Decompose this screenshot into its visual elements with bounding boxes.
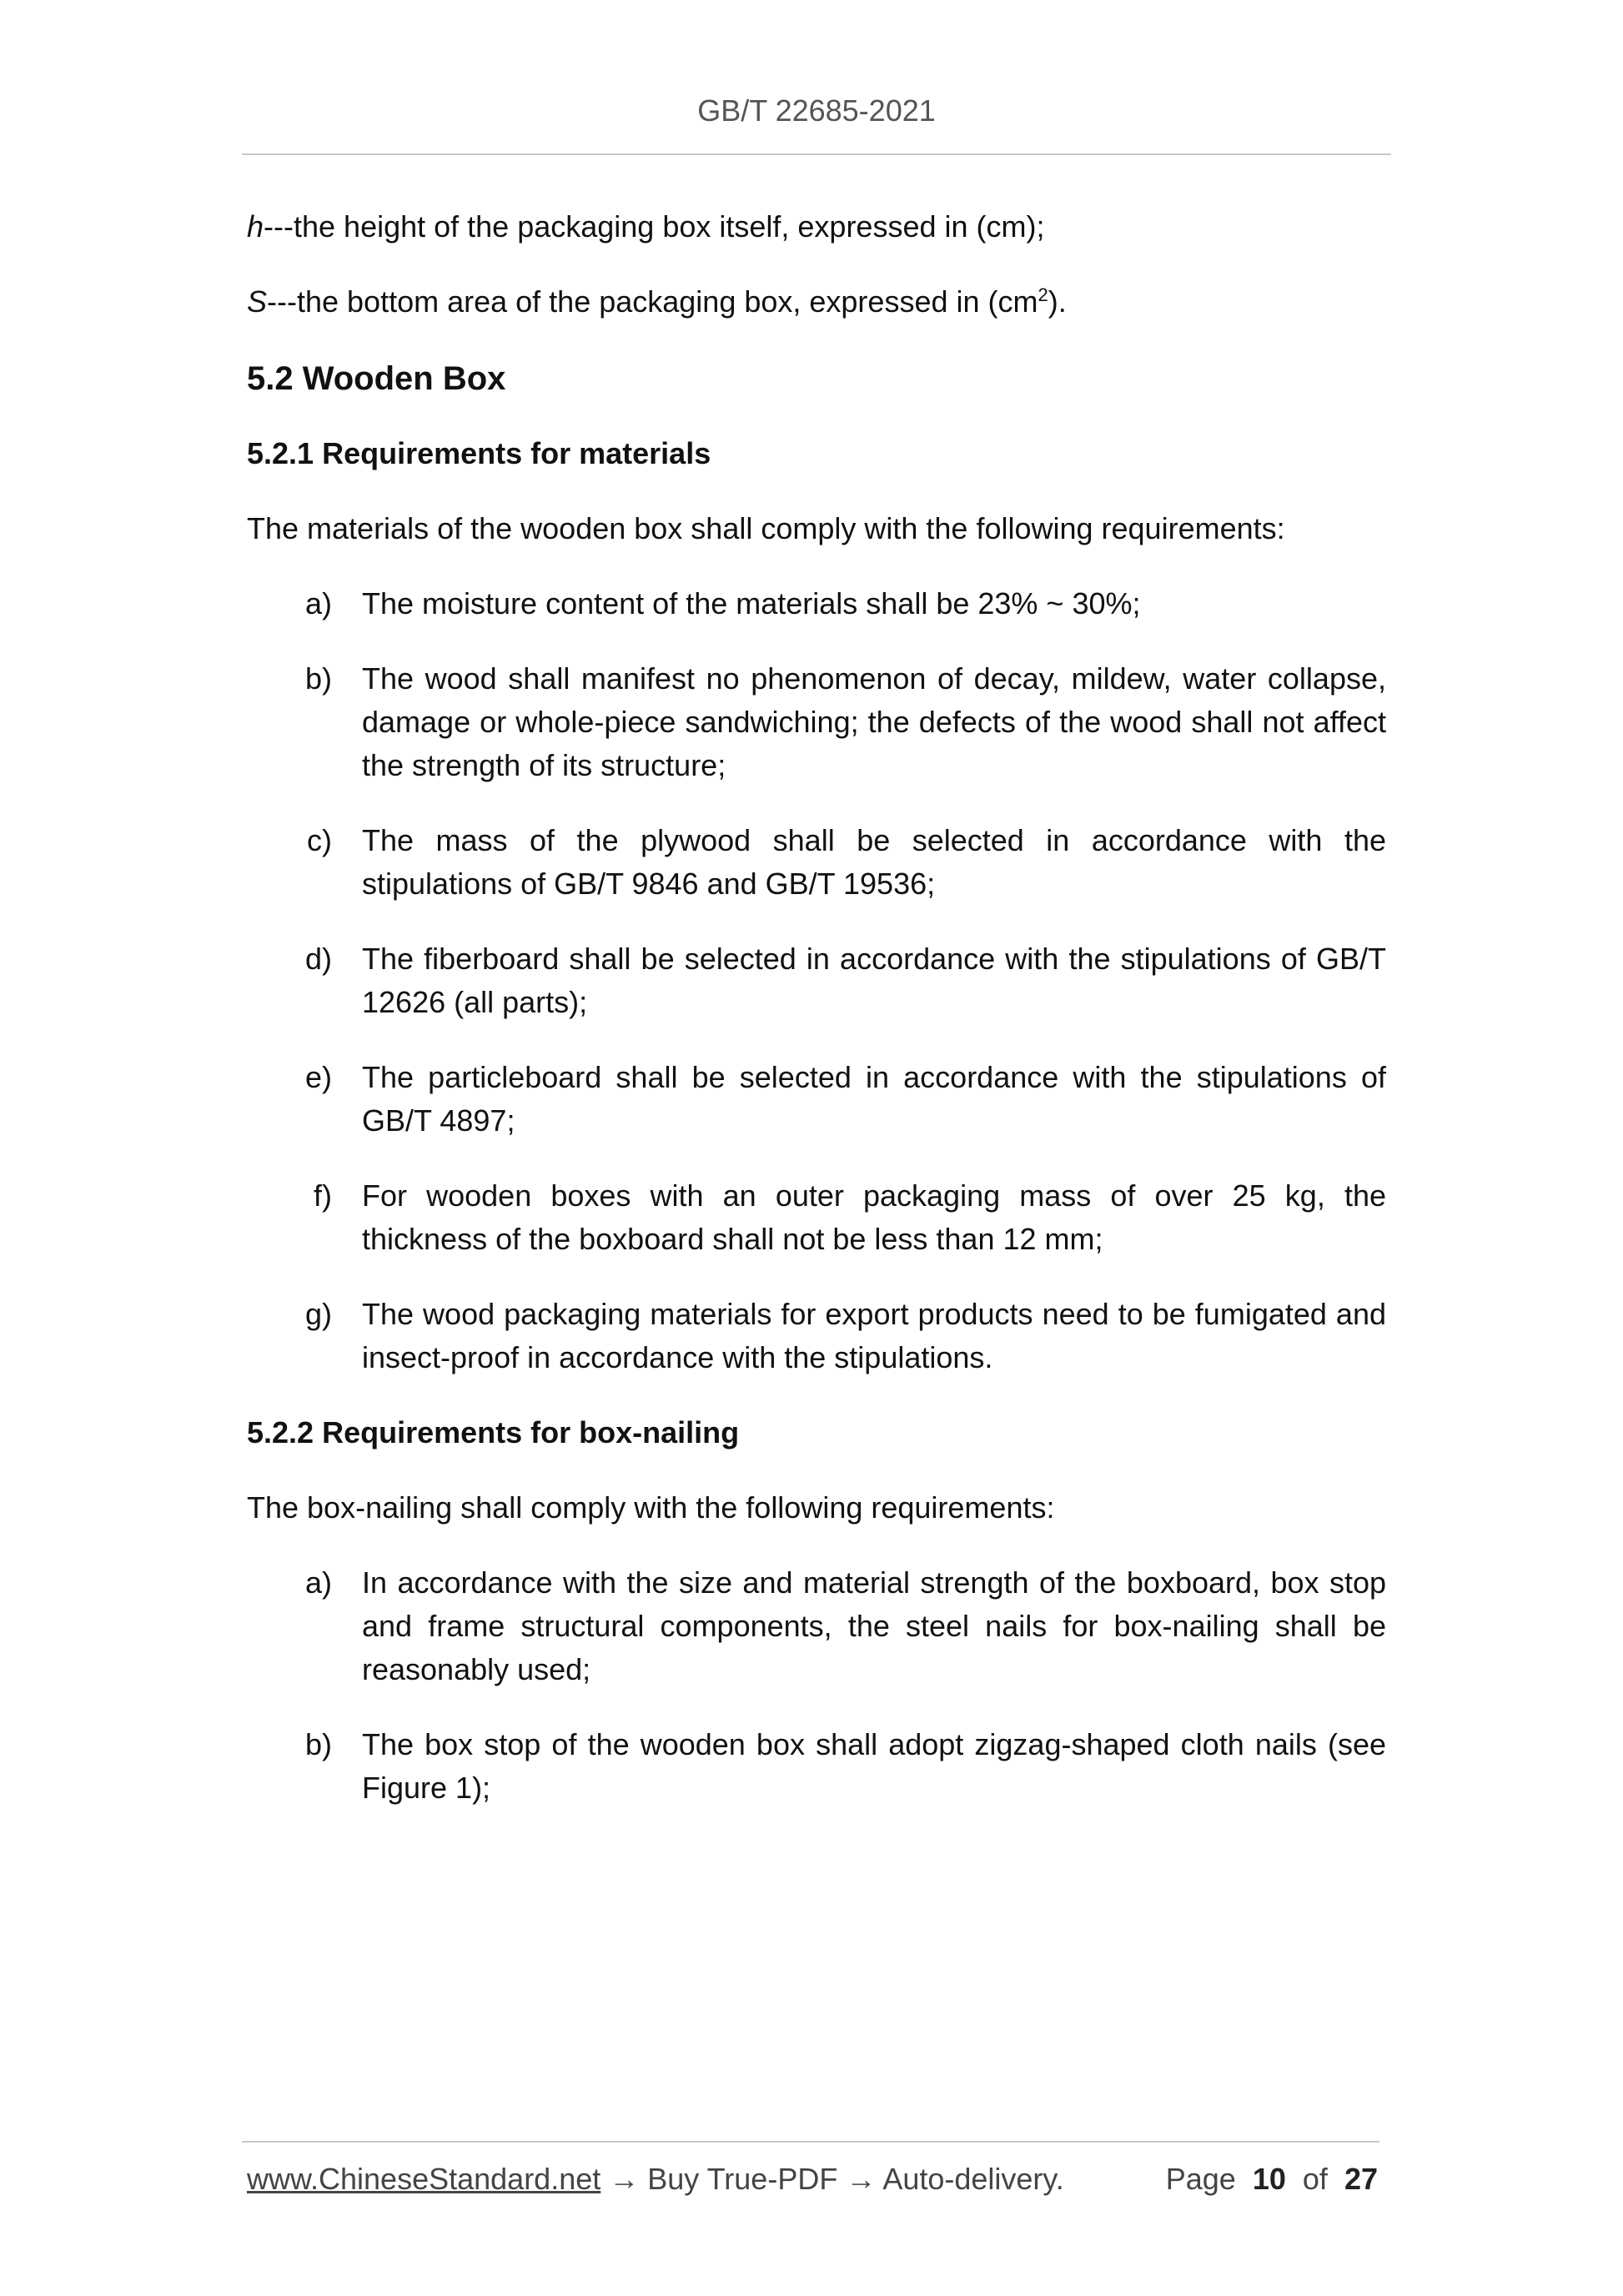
list-label: f)	[314, 1178, 332, 1213]
list-text: The moisture content of the materials shall be 23% ~ 30%;	[362, 586, 1141, 620]
list-item	[247, 1293, 1386, 1379]
list-item	[247, 1056, 1386, 1143]
list-label: g)	[304, 1297, 332, 1331]
page-indicator	[1166, 2162, 1378, 2197]
page-word: Page	[1165, 2162, 1236, 2196]
list-item	[247, 819, 1386, 906]
page-number: 10	[1252, 2162, 1286, 2196]
list-text: The wood packaging materials for export products need to be fumigated and insect-proof in accordance with the stipulations.	[362, 1297, 1386, 1374]
definition-h-text: ---the height of the packaging box itself, expressed in (cm);	[264, 209, 1045, 244]
list-label: b)	[304, 661, 332, 696]
symbol-s: S	[247, 284, 268, 319]
symbol-h: h	[247, 209, 264, 244]
subsection-title-materials: 5.2.1 Requirements for materials	[247, 436, 711, 470]
footer-left	[247, 2162, 1064, 2197]
page-content	[247, 205, 1386, 1841]
list-item	[247, 657, 1386, 787]
list-text: The fiberboard shall be selected in accordance with the stipulations of GB/T 12626 (all parts);	[362, 942, 1386, 1019]
list-text: For wooden boxes with an outer packaging mass of over 25 kg, the thickness of the boxboard shall not be less than 12 mm;	[362, 1178, 1386, 1256]
page-footer	[247, 2162, 1378, 2197]
list-text: The box stop of the wooden box shall adopt zigzag-shaped cloth nails (see Figure 1);	[362, 1727, 1386, 1805]
website-link[interactable]: www.ChineseStandard.net	[247, 2162, 601, 2196]
list-text: In accordance with the size and material strength of the boxboard, box stop and frame structural components, the steel nails for box-nailing shall be reasonably used;	[362, 1565, 1386, 1686]
list-item	[247, 937, 1386, 1024]
definition-s-text: ---the bottom area of the packaging box, expressed in (cm	[267, 284, 1038, 319]
footer-promo: → Buy True-PDF → Auto-delivery.	[600, 2162, 1064, 2196]
of-word: of	[1302, 2162, 1328, 2196]
subsection-intro-box-nailing: The box-nailing shall comply with the following requirements:	[247, 1490, 1055, 1525]
list-text: The particleboard shall be selected in accordance with the stipulations of GB/T 4897;	[362, 1060, 1386, 1138]
list-text: The mass of the plywood shall be selected in accordance with the stipulations of GB/T 9846 and GB/T 19536;	[362, 823, 1386, 901]
section-title: 5.2 Wooden Box	[247, 360, 506, 397]
list-text: The wood shall manifest no phenomenon of decay, mildew, water collapse, damage or whole-piece sandwiching; the defects of the wood shall not affect the strength of its structure;	[362, 661, 1386, 782]
header-divider	[242, 153, 1391, 155]
footer-divider	[242, 2141, 1379, 2143]
list-item	[247, 1561, 1386, 1691]
list-label: a)	[304, 1565, 332, 1600]
superscript-2: 2	[1038, 284, 1048, 305]
list-label: b)	[304, 1727, 332, 1761]
definition-h	[247, 205, 1386, 249]
list-label: e)	[304, 1060, 332, 1094]
total-pages: 27	[1344, 2162, 1378, 2196]
subsection-title-box-nailing: 5.2.2 Requirements for box-nailing	[247, 1415, 740, 1449]
definition-s-tail: ).	[1048, 284, 1067, 319]
list-label: a)	[304, 586, 332, 620]
list-label: c)	[307, 823, 332, 857]
definition-s	[247, 280, 1386, 324]
list-item	[247, 582, 1386, 625]
list-item	[247, 1723, 1386, 1810]
list-label: d)	[304, 942, 332, 976]
document-header: GB/T 22685-2021	[697, 93, 936, 128]
list-item	[247, 1174, 1386, 1261]
subsection-intro-materials: The materials of the wooden box shall comply with the following requirements:	[247, 511, 1285, 545]
